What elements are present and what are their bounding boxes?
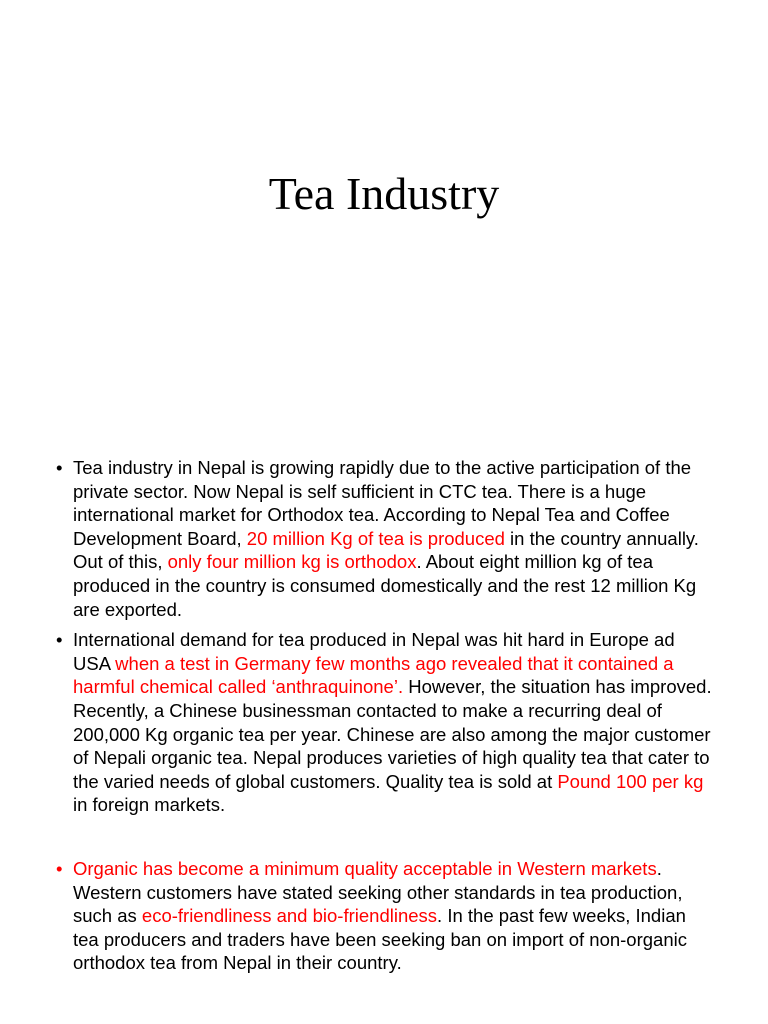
bullet-dot: • [56,857,63,879]
bullet-item [56,857,716,975]
highlighted-text: only four million kg is orthodox [167,551,417,573]
highlighted-text: eco-friendliness and bio-friendliness [141,905,438,927]
highlighted-text: Organic has become a minimum quality acceptable in Western markets [73,857,657,879]
bullet-text-segment: . About eight million kg of tea produced in the country is consumed domestically and the rest 12 million Kg are exported. [73,551,697,620]
highlighted-text: Pound 100 per kg [557,770,704,792]
bullet-dot: • [56,457,63,478]
bullet-text-segment: International demand for tea produced in Nepal was hit hard in Europe ad USA [73,629,675,674]
bullet-text-segment: Tea industry in Nepal is growing rapidly due to the active participation of the private sector. Now Nepal is self sufficient in CTC tea. There is a huge international market for Orthodox tea. According to Nepal Tea and Coffee Development Board, [73,457,692,549]
bullet-text-segment: in the country annually. Out of this, [73,527,699,573]
highlighted-text: when a test in Germany few months ago revealed that it contained a harmful chemical called ‘anthraquinone’. [73,652,674,698]
bullet-text-segment: . Western customers have stated seeking other standards in tea production, such as [73,857,683,927]
bullet-item [56,456,716,621]
bullet-item [56,628,716,817]
bullet-text-segment: in foreign markets. [73,794,226,816]
bullet-list [56,456,716,982]
highlighted-text: 20 million Kg of tea is produced [246,527,505,549]
slide-title: Tea Industry [268,168,500,219]
bullet-text-segment: However, the situation has improved. Recently, a Chinese businessman contacted to make a recurring deal of 200,000 Kg organic tea per year. Chinese are also among the major customer of Nepali organic tea. Nepal produces varieties of high quality tea that cater to the varied needs of global customers. Quality tea is sold at [73,676,712,792]
bullet-text-segment: . In the past few weeks, Indian tea producers and traders have been seeking ban on import of non-organic orthodox tea from Nepal in their country. [73,905,687,974]
bullet-dot: • [56,629,63,651]
